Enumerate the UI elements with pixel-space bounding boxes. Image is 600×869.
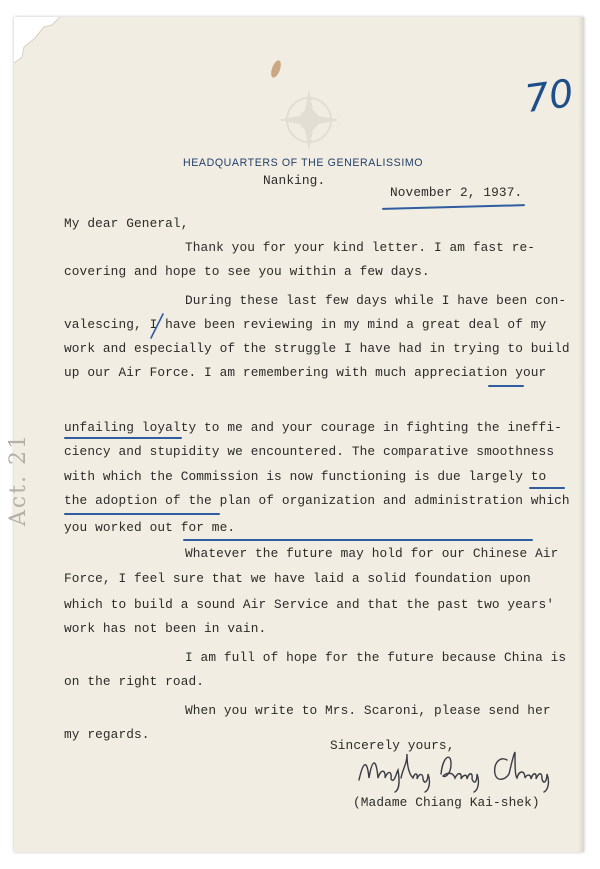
underline-future: [183, 539, 533, 541]
body-line: which to build a sound Air Service and that the past two years': [64, 597, 555, 612]
pen-mark: [149, 312, 167, 340]
body-line: covering and hope to see you within a few days.: [64, 264, 430, 279]
margin-note: Act. 21: [6, 432, 31, 526]
body-line: unfailing loyalty to me and your courage in fighting the ineffi-: [64, 420, 562, 435]
body-line: During these last few days while I have been con-: [185, 293, 567, 308]
body-line: on the right road.: [64, 674, 205, 689]
closing: Sincerely yours,: [330, 738, 455, 753]
body-line: ciency and stupidity we encountered. The comparative smoothness: [64, 444, 555, 459]
body-line: with which the Commission is now functioning is due largely to: [64, 469, 547, 484]
handwritten-signature: [355, 744, 570, 794]
underline-unfailing-loyalty: [64, 437, 182, 439]
body-line: work has not been in vain.: [64, 621, 267, 636]
body-line: valescing, I have been reviewing in my mind a great deal of my: [64, 317, 547, 332]
body-line: I am full of hope for the future because China is: [185, 650, 567, 665]
body-line: my regards.: [64, 727, 150, 742]
letter-date: November 2, 1937.: [390, 185, 523, 200]
underline-your: [488, 385, 524, 387]
body-line: Force, I feel sure that we have laid a solid foundation upon: [64, 571, 531, 586]
letterhead-city: Nanking.: [263, 173, 326, 188]
underline-which: [529, 487, 565, 489]
body-line: up our Air Force. I am remembering with much appreciation your: [64, 365, 547, 380]
body-line: the adoption of the plan of organization and administration which: [64, 493, 570, 508]
torn-corner: [14, 17, 74, 77]
body-line: When you write to Mrs. Scaroni, please send her: [185, 703, 551, 718]
paper-edge: [578, 17, 584, 852]
underline-worked-out: [64, 513, 220, 515]
embossed-emblem: [264, 85, 354, 155]
body-line: you worked out for me.: [64, 520, 236, 535]
paper-stain: [269, 57, 283, 81]
letterhead-title: HEADQUARTERS OF THE GENERALISSIMO: [183, 157, 424, 169]
page-number-annotation: 70: [522, 70, 577, 122]
body-line: Thank you for your kind letter. I am fast re-: [185, 240, 536, 255]
body-line: Whatever the future may hold for our Chinese Air: [185, 546, 559, 561]
salutation: My dear General,: [64, 216, 189, 231]
body-line: work and especially of the struggle I have had in trying to build: [64, 341, 570, 356]
signatory-name: (Madame Chiang Kai-shek): [353, 795, 540, 810]
